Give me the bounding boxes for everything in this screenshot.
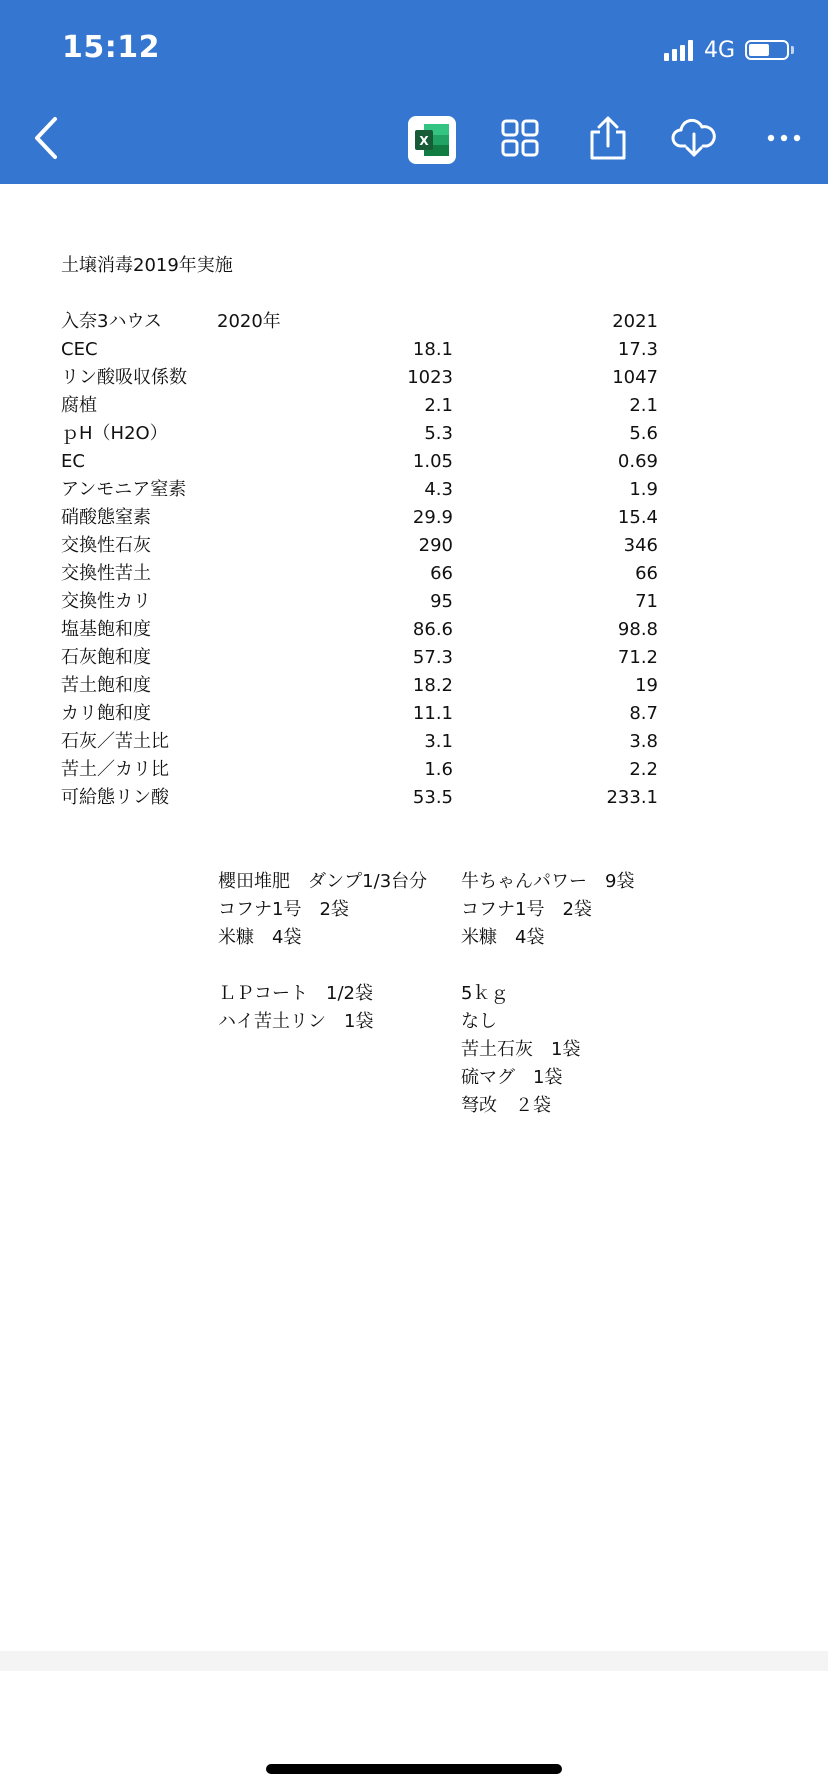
value-2020: 1.05 bbox=[412, 451, 453, 472]
row-label: 石灰／苦土比 bbox=[61, 731, 169, 752]
row-label: 苦土飽和度 bbox=[61, 675, 151, 696]
row-label: カリ飽和度 bbox=[61, 703, 151, 724]
grid-view-icon[interactable] bbox=[494, 112, 546, 164]
row-label: 腐植 bbox=[61, 395, 97, 416]
note-2021: 弩改 ２袋 bbox=[461, 1095, 551, 1116]
note-2020: ＬＰコート 1/2袋 bbox=[218, 983, 373, 1004]
value-2020: 3.1 bbox=[424, 731, 453, 752]
value-2020: 86.6 bbox=[412, 619, 453, 640]
note-2020: 米糠 4袋 bbox=[218, 927, 302, 948]
excel-letter: X bbox=[419, 134, 429, 148]
value-2020: 29.9 bbox=[412, 507, 453, 528]
value-2020: 57.3 bbox=[412, 647, 453, 668]
value-2021: 66 bbox=[635, 563, 658, 584]
row-label: 苦土／カリ比 bbox=[61, 759, 169, 780]
battery-tip bbox=[791, 46, 794, 54]
note-2020: コフナ1号 2袋 bbox=[218, 899, 349, 920]
row-label: 石灰飽和度 bbox=[61, 647, 151, 668]
row-label: 交換性石灰 bbox=[61, 535, 151, 556]
note-2021: 硫マグ 1袋 bbox=[461, 1067, 563, 1088]
value-2020: 95 bbox=[430, 591, 453, 612]
value-2021: 71.2 bbox=[617, 647, 658, 668]
house-label: 入奈3ハウス bbox=[61, 311, 162, 332]
note-2021: なし bbox=[461, 1011, 497, 1032]
sheet-title: 土壌消毒2019年実施 bbox=[61, 255, 233, 276]
share-icon[interactable] bbox=[582, 112, 634, 164]
back-chevron-icon[interactable] bbox=[20, 112, 72, 164]
note-2020: 櫻田堆肥 ダンプ1/3台分 bbox=[218, 871, 428, 892]
value-2021: 346 bbox=[623, 535, 658, 556]
battery-icon bbox=[745, 40, 789, 60]
excel-icon[interactable] bbox=[408, 116, 456, 164]
home-indicator[interactable] bbox=[266, 1764, 562, 1774]
status-indicators bbox=[664, 36, 794, 64]
value-2020: 11.1 bbox=[412, 703, 453, 724]
network-label: 4G bbox=[703, 37, 735, 63]
value-2021: 2.1 bbox=[629, 395, 658, 416]
value-2020: 4.3 bbox=[424, 479, 453, 500]
row-label: 可給態リン酸 bbox=[61, 787, 169, 808]
row-label: EC bbox=[61, 451, 85, 472]
row-label: ｐH（H2O） bbox=[61, 423, 168, 444]
row-label: アンモニア窒素 bbox=[61, 479, 187, 500]
note-2021: 米糠 4袋 bbox=[461, 927, 545, 948]
row-label: 硝酸態窒素 bbox=[61, 507, 151, 528]
value-2021: 5.6 bbox=[629, 423, 658, 444]
value-2020: 2.1 bbox=[424, 395, 453, 416]
note-2021: コフナ1号 2袋 bbox=[461, 899, 592, 920]
note-2020: ハイ苦土リン 1袋 bbox=[218, 1011, 374, 1032]
value-2021: 0.69 bbox=[617, 451, 658, 472]
value-2020: 53.5 bbox=[412, 787, 453, 808]
row-label: CEC bbox=[61, 339, 98, 360]
value-2020: 5.3 bbox=[424, 423, 453, 444]
download-cloud-icon[interactable] bbox=[668, 112, 720, 164]
more-icon[interactable] bbox=[758, 112, 810, 164]
value-2020: 1023 bbox=[407, 367, 453, 388]
row-label: 塩基飽和度 bbox=[61, 619, 151, 640]
sheet-preview bbox=[0, 184, 828, 1651]
value-2020: 1.6 bbox=[424, 759, 453, 780]
row-label: リン酸吸収係数 bbox=[61, 367, 187, 388]
value-2021: 1047 bbox=[612, 367, 658, 388]
row-label: 交換性カリ bbox=[61, 591, 151, 612]
value-2021: 19 bbox=[635, 675, 658, 696]
value-2021: 17.3 bbox=[617, 339, 658, 360]
column-2020-header: 2020年 bbox=[217, 311, 281, 332]
status-time: 15:12 bbox=[62, 30, 160, 65]
column-2021-header: 2021 bbox=[612, 311, 658, 332]
signal-icon bbox=[664, 39, 696, 61]
footer-strip bbox=[0, 1651, 828, 1671]
note-2021: 5ｋｇ bbox=[461, 983, 509, 1004]
row-label: 交換性苦土 bbox=[61, 563, 151, 584]
value-2021: 8.7 bbox=[629, 703, 658, 724]
value-2020: 18.1 bbox=[412, 339, 453, 360]
note-2021: 苦土石灰 1袋 bbox=[461, 1039, 581, 1060]
top-bar bbox=[0, 0, 828, 184]
value-2021: 15.4 bbox=[617, 507, 658, 528]
value-2020: 18.2 bbox=[412, 675, 453, 696]
value-2021: 3.8 bbox=[629, 731, 658, 752]
value-2021: 98.8 bbox=[617, 619, 658, 640]
value-2021: 233.1 bbox=[606, 787, 658, 808]
note-2021: 牛ちゃんパワー 9袋 bbox=[461, 871, 635, 892]
value-2021: 1.9 bbox=[629, 479, 658, 500]
value-2021: 2.2 bbox=[629, 759, 658, 780]
value-2020: 290 bbox=[418, 535, 453, 556]
value-2020: 66 bbox=[430, 563, 453, 584]
value-2021: 71 bbox=[635, 591, 658, 612]
